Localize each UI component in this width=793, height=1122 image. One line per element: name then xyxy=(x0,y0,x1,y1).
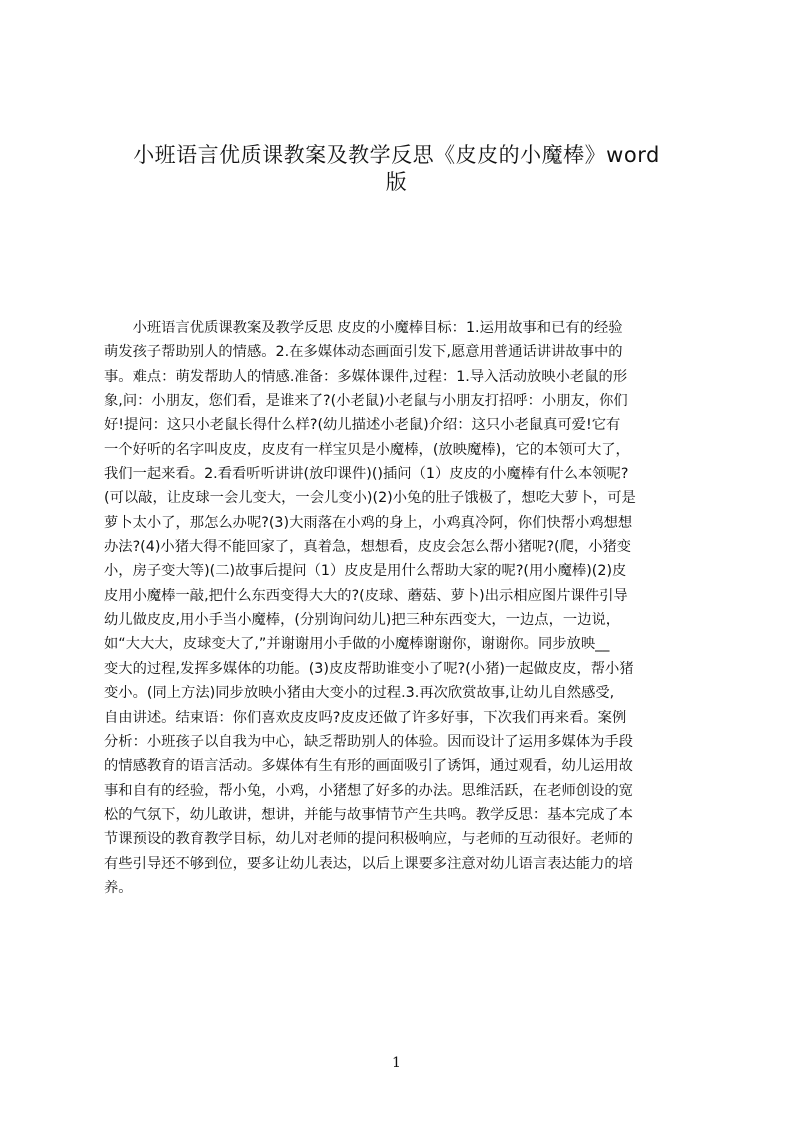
body-paragraph xyxy=(104,316,698,900)
body-line: 松的气氛下，幼儿敢讲，想讲，并能与故事情节产生共鸣。教学反思：基本完成了本 xyxy=(104,806,633,823)
body-line: 变大的过程,发挥多媒体的功能。(3)皮皮帮助谁变小了呢?(小猪)一起做皮皮，帮小猪 xyxy=(104,660,634,677)
body-line: 养。 xyxy=(104,879,133,896)
body-line: 一个好听的名字叫皮皮，皮皮有一样宝贝是小魔棒，(放映魔棒)，它的本领可大了， xyxy=(104,441,630,458)
title-line-1: 小班语言优质课教案及教学反思《皮皮的小魔棒》word xyxy=(133,143,660,167)
body-line: 小，房子变大等)(二)故事后提问（1）皮皮是用什么帮助大家的呢?(用小魔棒)(2)皮 xyxy=(104,563,627,580)
title-line-2: 版 xyxy=(385,170,408,194)
body-line: 萌发孩子帮助别人的情感。2.在多媒体动态画面引发下,愿意用普通话讲讲故事中的 xyxy=(104,344,623,361)
body-line: 萝卜太小了，那怎么办呢?(3)大雨落在小鸡的身上，小鸡真冷阿，你们快帮小鸡想想 xyxy=(104,514,633,531)
body-line: 象,问：小朋友，您们看，是谁来了?(小老鼠)小老鼠与小朋友打招呼：小朋友，你们 xyxy=(104,393,628,410)
body-line: 事。难点：萌发帮助人的情感.准备：多媒体课件,过程：1.导入活动放映小老鼠的形 xyxy=(104,368,628,385)
document-title xyxy=(100,142,693,196)
body-line: 幼儿做皮皮,用小手当小魔棒，(分别询问幼儿)把三种东西变大，一边点，一边说， xyxy=(104,612,621,629)
body-line: 自由讲述。结束语：你们喜欢皮皮吗?皮皮还做了许多好事，下次我们再来看。案例 xyxy=(104,709,627,726)
body-line: 的情感教育的语言活动。多媒体有生有形的画面吸引了诱饵，通过观看，幼儿运用故 xyxy=(104,758,633,775)
body-line: 办法?(4)小猪大得不能回家了，真着急，想想看，皮皮会怎么帮小猪呢?(爬，小猪变 xyxy=(104,539,632,556)
body-line: (可以敲，让皮球一会儿变大，一会儿变小)(2)小兔的肚子饿极了，想吃大萝卜，可是 xyxy=(104,490,636,507)
body-line: 小班语言优质课教案及教学反思 皮皮的小魔棒目标：1.运用故事和已有的经验 xyxy=(104,320,623,336)
body-line: 我们一起来看。2.看看听听讲讲(放印课件)()插问（1）皮皮的小魔棒有什么本领呢? xyxy=(104,466,629,483)
page-number: 1 xyxy=(392,1055,401,1071)
body-line: 皮用小魔棒一敲,把什么东西变得大大的?(皮球、蘑菇、萝卜)出示相应图片课件引导 xyxy=(104,587,628,604)
body-line: 有些引导还不够到位，要多让幼儿表达，以后上课要多注意对幼儿语言表达能力的培 xyxy=(104,855,633,872)
body-line: 好!提问：这只小老鼠长得什么样?(幼儿描述小老鼠)介绍：这只小老鼠真可爱!它有 xyxy=(104,417,621,434)
body-line: 分析：小班孩子以自我为中心，缺乏帮助别人的体验。因而设计了运用多媒体为手段 xyxy=(104,733,633,750)
body-line: 如“大大大，皮球变大了,”并谢谢用小手做的小魔棒谢谢你，谢谢你。同步放映__ xyxy=(104,636,610,653)
body-line: 事和自有的经验，帮小兔，小鸡，小猪想了好多的办法。思维活跃，在老师创设的宽 xyxy=(104,782,633,799)
body-line: 变小。(同上方法)同步放映小猪由大变小的过程.3.再次欣赏故事,让幼儿自然感受, xyxy=(104,685,615,702)
body-line: 节课预设的教育教学目标，幼儿对老师的提问积极响应，与老师的互动很好。老师的 xyxy=(104,831,633,848)
